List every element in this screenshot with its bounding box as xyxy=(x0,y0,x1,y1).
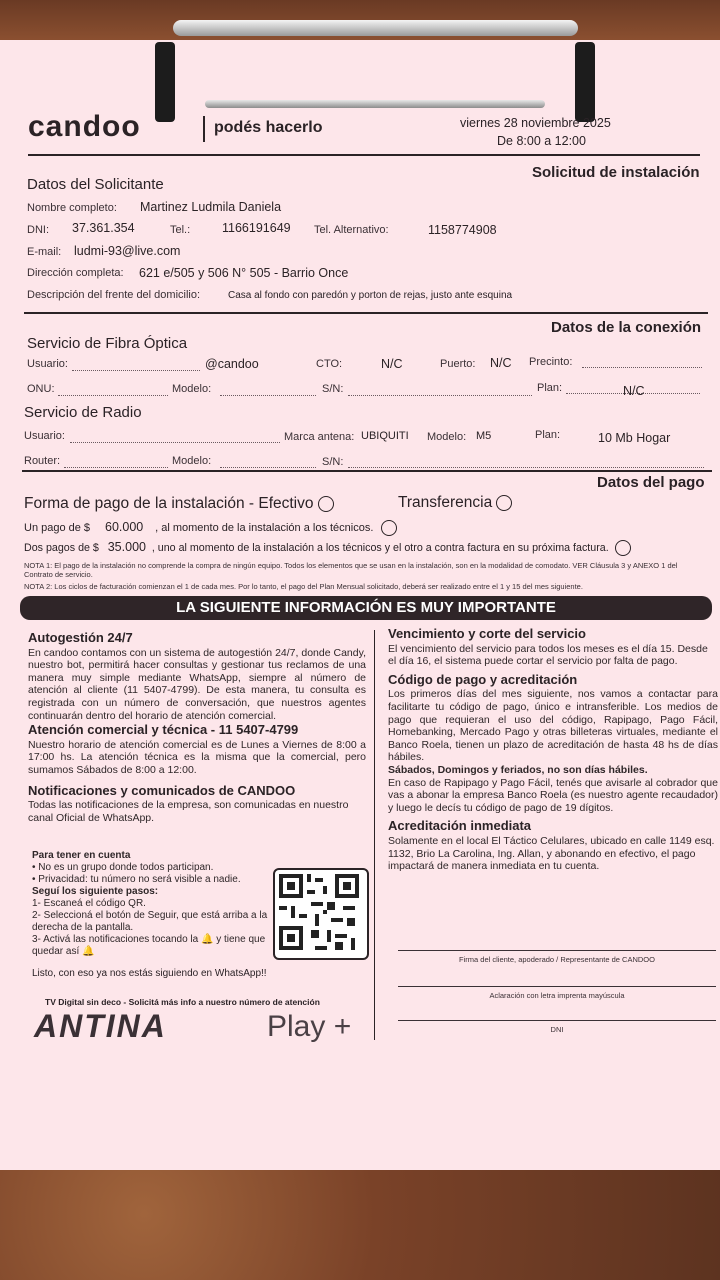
direccion-label: Dirección completa: xyxy=(27,267,124,279)
un-pago-desc: , al momento de la instalación a los técnicos. xyxy=(155,522,374,534)
nombre-value: Martinez Ludmila Daniela xyxy=(140,200,282,214)
radio-title: Servicio de Radio xyxy=(24,404,142,421)
email-label: E-mail: xyxy=(27,246,62,258)
forma-pago-label: Forma de pago de la instalación - Efectivo xyxy=(24,495,314,512)
marca-value: UBIQUITI xyxy=(361,430,409,442)
autogestion-text: En candoo contamos con un sistema de autogestión 24/7, donde Candy, nuestro bot, permitirá hacer consultas y gestionar tus reclamos de una manera muy simple mediante WhatsApp, siempre al número de atención al cliente (11 5407-4799). De esta manera, tu consulta es registrada con un número de conversación, que nuestros agentes continuarán dentro del horario de atención comercial. xyxy=(28,646,366,722)
codigo-title: Código de pago y acreditación xyxy=(388,671,578,687)
candoo-logo: candoo xyxy=(28,110,141,143)
firma-label: Firma del cliente, apoderado / Representante de CANDOO xyxy=(459,955,655,964)
modelo-radio-label: Modelo: xyxy=(427,431,467,443)
section-title-solicitante: Datos del Solicitante xyxy=(27,176,164,193)
paso-3: 3- Activá las notificaciones tocando la 🔔 y tiene que quedar así 🔔 xyxy=(32,934,266,957)
clipboard-clip xyxy=(155,12,595,112)
vencimiento-text: El vencimiento del servicio para todos los meses es el día 15. Desde el día 16, el sistema puede cortar el servicio por falta de pago. xyxy=(388,642,708,668)
cto-value: N/C xyxy=(381,357,403,371)
steps-block xyxy=(32,850,268,958)
acreditacion-text: Solamente en el local El Táctico Celulares, ubicado en calle 1149 esq. 1132, Brio La Carolina, Ing. Allan, y abonando en efectivo, el pago impactará de manera inmediata en tu cuenta. xyxy=(388,834,715,873)
precinto-label: Precinto: xyxy=(529,356,573,368)
wood-background-bottom xyxy=(0,1170,720,1280)
forma-pago-row xyxy=(24,495,334,513)
qr-code-icon xyxy=(275,870,363,954)
cuenta-title: Para tener en cuenta xyxy=(32,850,131,861)
modelo-label: Modelo: xyxy=(172,383,212,395)
plan-radio-label: Plan: xyxy=(535,429,561,441)
onu-label: ONU: xyxy=(27,383,55,395)
divider xyxy=(24,312,708,314)
notificaciones-text: Todas las notificaciones de la empresa, son comunicadas en nuestro canal Oficial de WhatsApp. xyxy=(28,799,349,824)
antina-play-logo: Play + xyxy=(267,1010,352,1043)
divider xyxy=(22,470,712,472)
tel-value: 1166191649 xyxy=(222,221,291,235)
divider xyxy=(28,154,700,156)
transferencia-label: Transferencia xyxy=(398,494,493,511)
tel-alt-value: 1158774908 xyxy=(428,223,497,237)
aclaracion-label: Aclaración con letra imprenta mayúscula xyxy=(489,991,625,1000)
puerto-label: Puerto: xyxy=(440,358,476,370)
direccion-value: 621 e/505 y 506 N° 505 - Barrio Once xyxy=(139,266,349,280)
transferencia-row xyxy=(398,494,512,512)
bullet-2: • Privacidad: tu número no será visible a nadie. xyxy=(32,874,241,885)
tel-label: Tel.: xyxy=(170,224,191,236)
dos-pagos-radio[interactable] xyxy=(615,540,631,556)
usuario-suffix: @candoo xyxy=(205,357,259,371)
un-pago-radio[interactable] xyxy=(381,520,397,536)
left-column xyxy=(28,632,366,824)
tel-alt-label: Tel. Alternativo: xyxy=(314,224,389,236)
dos-pagos-label: Dos pagos de $ xyxy=(24,542,99,554)
codigo-text-2: En caso de Rapipago y Pago Fácil, tenés que avisarle al cobrador que vas a abonar la empresa Banco Roela (es nuestro agente recaudador) y luego le decís tu código de pago de 19 dígitos. xyxy=(388,776,718,814)
pasos-title: Seguí los siguiente pasos: xyxy=(32,886,159,897)
un-pago-row xyxy=(24,520,397,536)
modelo-radio-value: M5 xyxy=(476,430,492,442)
vencimiento-title: Vencimiento y corte del servicio xyxy=(388,626,586,641)
puerto-value: N/C xyxy=(490,356,512,370)
bullet-1: • No es un grupo donde todos participan. xyxy=(32,862,214,873)
dni-line xyxy=(398,1020,716,1021)
install-time: De 8:00 a 12:00 xyxy=(497,134,586,148)
nombre-label: Nombre completo: xyxy=(27,202,117,214)
cto-label: CTO: xyxy=(316,358,343,370)
frente-label: Descripción del frente del domicilio: xyxy=(27,289,201,301)
nota-1: NOTA 1: El pago de la instalación no comprende la compra de ningún equipo. Todos los elementos que se usan en la instalación, son en la modalidad de comodato. VER Cláusula 3 y ANEXO 1 del Contrato de servicio. xyxy=(24,561,678,579)
plan-fibra-value: N/C xyxy=(623,384,645,398)
dos-pagos-desc: , uno al momento de la instalación a los técnicos y el otro a contra factura en su próxima factura. xyxy=(151,542,609,554)
acreditacion-title: Acreditación inmediata xyxy=(388,818,532,834)
nota-2: NOTA 2: Los ciclos de facturación comienzan el 1 de cada mes. Por lo tanto, el pago del Plan Mensual solicitado, deberá ser realizado entre el 1 y 15 del mes siguiente. xyxy=(24,582,583,591)
important-banner: LA SIGUIENTE INFORMACIÓN ES MUY IMPORTANTE xyxy=(20,596,712,620)
tagline: podés hacerlo xyxy=(214,119,323,136)
paso-1: 1- Escaneá el código QR. xyxy=(32,898,146,909)
codigo-text: Los primeros días del mes siguiente, nos vamos a contactar para facilitarte tu código de pago, único e intransferible. Los medios de pago que requieran el uso del código, Rapipago, Pago Fácil, Homebanking, Mercado Pago y otras billeteras virtuales, mediante el Banco Roela, tienen un plazo de acreditación de hasta 48 hs de días hábiles. xyxy=(388,688,718,764)
fibra-title: Servicio de Fibra Óptica xyxy=(27,335,188,352)
section-title-conexion: Datos de la conexión xyxy=(551,319,702,336)
tv-text: TV Digital sin deco - Solicitá más info a nuestro número de atención xyxy=(45,997,320,1007)
column-divider xyxy=(374,630,375,1040)
paso-2: 2- Seleccioná el botón de Seguir, que está arriba a la derecha de la pantalla. xyxy=(32,910,268,933)
whatsapp-qr-code[interactable] xyxy=(273,868,369,960)
un-pago-value: 60.000 xyxy=(105,520,144,534)
logo-divider xyxy=(203,116,205,142)
usuario-radio-label: Usuario: xyxy=(24,430,65,442)
install-date: viernes 28 noviembre 2025 xyxy=(460,116,611,130)
section-title-pago: Datos del pago xyxy=(597,474,705,491)
efectivo-radio[interactable] xyxy=(318,496,334,512)
antina-logo: ANTINA xyxy=(34,1008,167,1044)
notificaciones-title: Notificaciones y comunicados de CANDOO xyxy=(28,782,296,798)
dos-pagos-row xyxy=(24,540,631,556)
sabados-text: Sábados, Domingos y feriados, no son días hábiles. xyxy=(388,763,648,776)
frente-value: Casa al fondo con paredón y porton de rejas, justo ante esquina xyxy=(228,290,513,301)
listo-text: Listo, con eso ya nos estás siguiendo en WhatsApp!! xyxy=(32,968,267,979)
router-label: Router: xyxy=(24,455,61,467)
right-column xyxy=(388,628,718,873)
atencion-title: Atención comercial y técnica - 11 5407-4799 xyxy=(28,722,299,738)
plan-radio-value: 10 Mb Hogar xyxy=(598,431,671,445)
sn-label: S/N: xyxy=(322,383,344,395)
email-value: ludmi-93@live.com xyxy=(74,244,181,258)
transferencia-radio[interactable] xyxy=(496,495,512,511)
autogestion-title: Autogestión 24/7 xyxy=(28,630,133,645)
dos-pagos-value: 35.000 xyxy=(107,540,146,554)
firma-line xyxy=(398,950,716,951)
un-pago-label: Un pago de $ xyxy=(24,522,91,534)
sn-router-label: S/N: xyxy=(322,456,344,468)
aclaracion-line xyxy=(398,986,716,987)
plan-label: Plan: xyxy=(537,382,563,394)
usuario-label: Usuario: xyxy=(27,358,68,370)
form-title: Solicitud de instalación xyxy=(532,164,700,181)
modelo-router-label: Modelo: xyxy=(172,455,212,467)
marca-label: Marca antena: xyxy=(284,431,355,443)
dni-label: DNI: xyxy=(27,224,49,236)
atencion-text: Nuestro horario de atención comercial es de Lunes a Viernes de 8:00 a 17:00 hs. La atención técnica es la misma que la comercial, pero sumamos Sábados de 8:00 a 12:00. xyxy=(28,738,366,776)
dni-value: 37.361.354 xyxy=(72,221,135,235)
dni-sign-label: DNI xyxy=(550,1025,564,1034)
